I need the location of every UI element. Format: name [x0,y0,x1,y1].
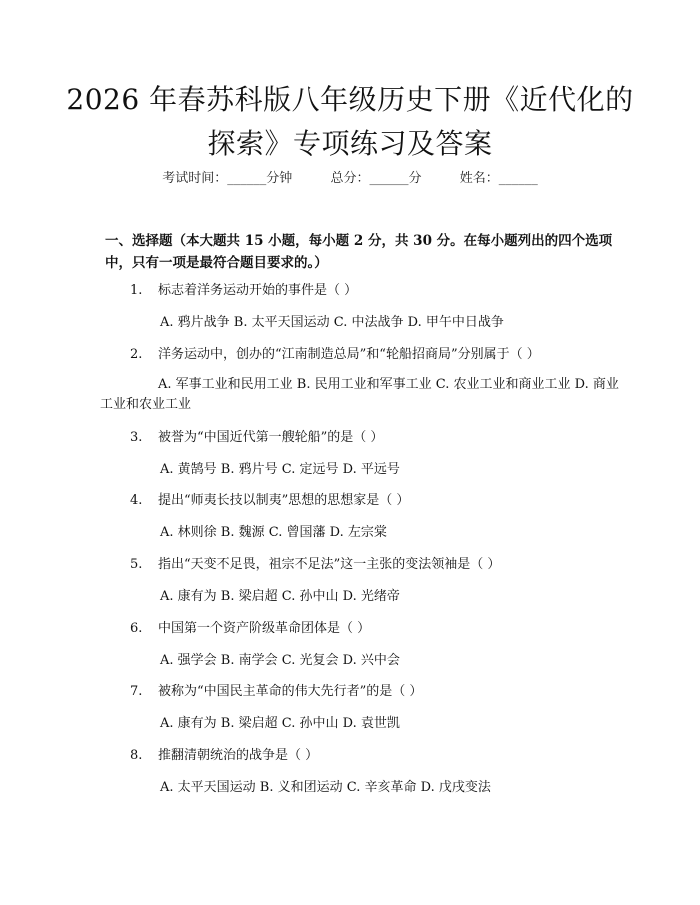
question-number: 3. [130,430,143,445]
question-options: A. 黄鹄号 B. 鸦片号 C. 定远号 D. 平远号 [160,462,400,477]
question-options: A. 康有为 B. 梁启超 C. 孙中山 D. 光绪帝 [160,589,400,604]
section-heading: 一、选择题（本大题共 15 小题，每小题 2 分，共 30 分。在每小题列出的四个选项中，只有一项是最符合题目要求的。） [105,233,613,271]
question-stem [130,282,357,300]
question-number: 8. [130,748,143,763]
question-stem [130,620,370,638]
question-options: A. 康有为 B. 梁启超 C. 孙中山 D. 袁世凯 [160,716,400,731]
question-stem [130,747,318,765]
question-text: 指出“天变不足畏，祖宗不足法”这一主张的变法领袖是（ ） [158,557,501,572]
document-title [60,78,640,166]
title-line-1: 2026 年春苏科版八年级历史下册《近代化的 [66,83,634,116]
question-text: 被称为“中国民主革命的伟大先行者”的是（ ） [158,684,423,699]
question-number: 5. [130,557,143,572]
question-number: 1. [130,283,143,298]
question-stem [130,429,383,447]
question-text: 推翻清朝统治的战争是（ ） [158,748,319,763]
exam-info [0,170,700,188]
question-number: 2. [130,347,143,362]
title-line-2: 探索》专项练习及答案 [207,127,493,160]
question-text: 中国第一个资产阶级革命团体是（ ） [158,621,371,636]
question-stem [130,683,422,701]
question-number: 6. [130,621,143,636]
question-options: A. 太平天国运动 B. 义和团运动 C. 辛亥革命 D. 戊戌变法 [160,780,491,795]
name-label: 姓名：______ [459,171,538,186]
question-options: A. 军事工业和民用工业 B. 民用工业和军事工业 C. 农业工业和商业工业 D. 商业工业和农业工业 [100,377,619,412]
question-options: A. 强学会 B. 南学会 C. 光复会 D. 兴中会 [160,653,400,668]
total-score-label: 总分：______分 [330,171,422,186]
question-number: 4. [130,493,143,508]
question-options: A. 林则徐 B. 魏源 C. 曾国藩 D. 左宗棠 [160,525,387,540]
question-text: 被誉为“中国近代第一艘轮船”的是（ ） [158,430,384,445]
question-text: 提出“师夷长技以制夷”思想的思想家是（ ） [158,493,410,508]
question-stem [130,492,409,510]
question-stem [130,556,500,574]
question-options: A. 鸦片战争 B. 太平天国运动 C. 中法战争 D. 甲午中日战争 [160,315,504,330]
exam-time-label: 考试时间：______分钟 [162,171,293,186]
question-text: 标志着洋务运动开始的事件是（ ） [158,283,358,298]
question-number: 7. [130,684,143,699]
question-stem [130,346,540,364]
question-text: 洋务运动中，创办的“江南制造总局”和“轮船招商局”分别属于（ ） [158,347,540,362]
